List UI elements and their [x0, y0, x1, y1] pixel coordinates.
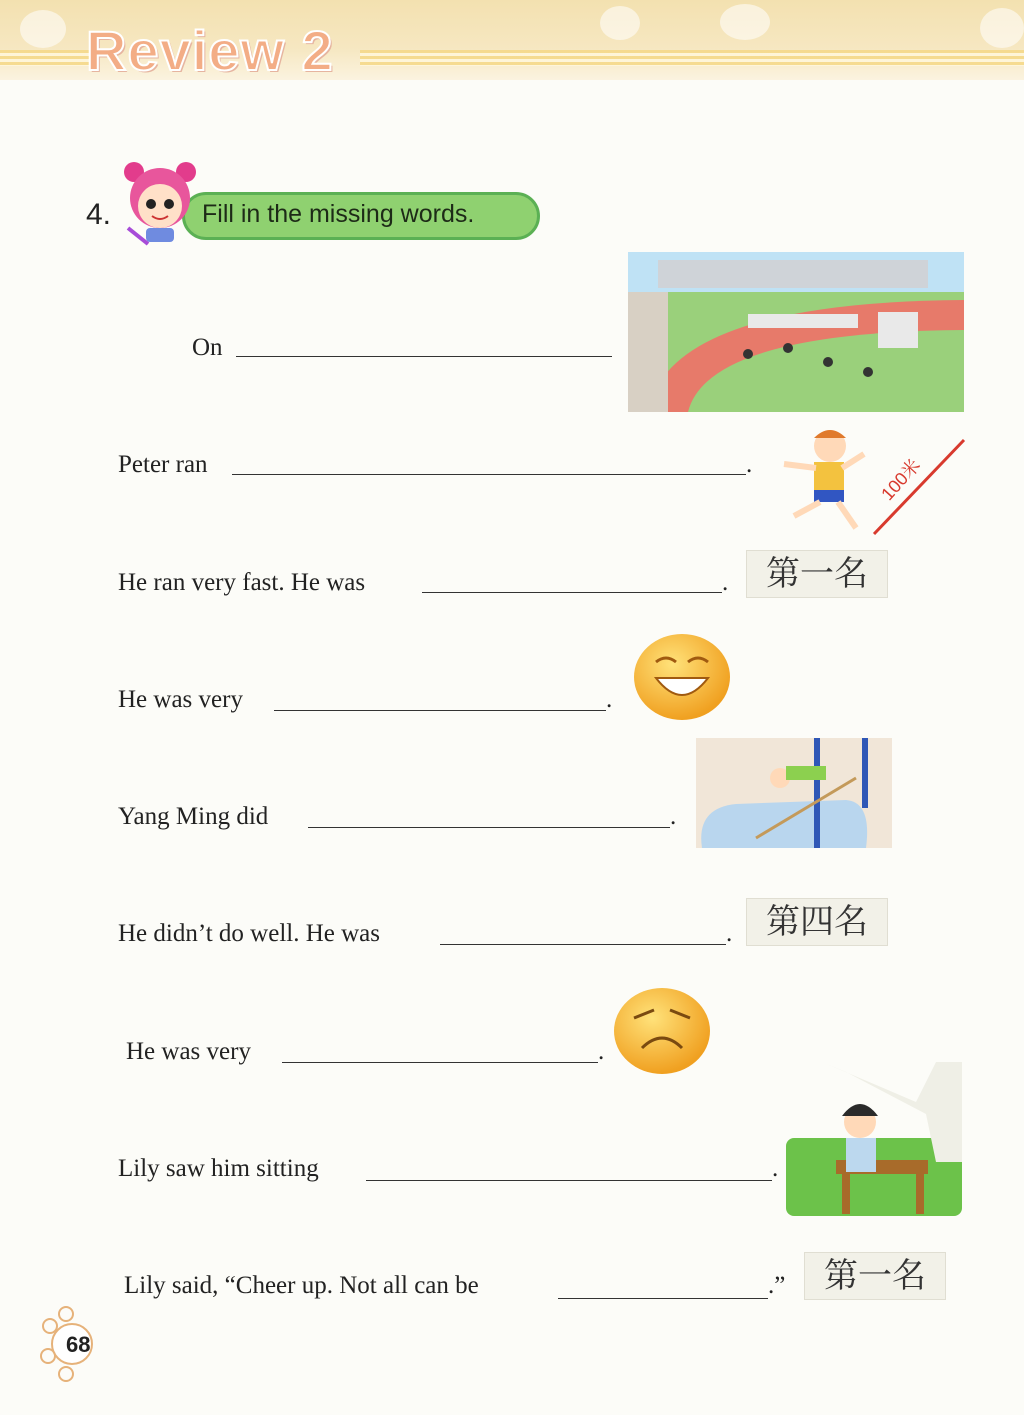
sad-face-icon	[612, 986, 712, 1076]
header-stripe	[0, 50, 90, 66]
answer-blank-4[interactable]	[274, 710, 606, 711]
sports-meet-stadium-icon	[628, 252, 964, 412]
sentence-6-text: He didn’t do well. He was	[118, 920, 380, 947]
paw-decoration	[600, 6, 640, 40]
sentence-3-end: .	[722, 569, 729, 596]
fourth-place-hint: 第四名	[746, 898, 888, 946]
sentence-1-text: On	[192, 334, 223, 361]
answer-blank-8[interactable]	[366, 1180, 772, 1181]
sentence-6-end: .	[726, 920, 733, 947]
mascot-girl-icon	[120, 158, 200, 258]
exercise-number: 4.	[86, 198, 112, 231]
first-place-hint-2: 第一名	[804, 1252, 946, 1300]
answer-blank-3[interactable]	[422, 592, 722, 593]
answer-blank-5[interactable]	[308, 827, 670, 828]
sentence-8-end: .	[772, 1155, 779, 1182]
sentence-5-end: .	[670, 803, 677, 830]
sentence-9-text: Lily said, “Cheer up. Not all can be	[124, 1272, 479, 1299]
sentence-3-text: He ran very fast. He was	[118, 569, 366, 596]
sentence-2-end: .	[746, 451, 753, 478]
answer-blank-9[interactable]	[558, 1298, 768, 1299]
sentence-9-end: .”	[768, 1272, 786, 1299]
paw-decoration	[720, 4, 770, 40]
running-boy-icon	[744, 424, 966, 536]
distance-label: 100米	[877, 455, 925, 505]
paw-decoration	[20, 10, 66, 48]
instruction-text: Fill in the missing words.	[202, 200, 475, 228]
sentence-4-end: .	[606, 686, 613, 713]
sentence-8-text: Lily saw him sitting	[118, 1155, 319, 1182]
page-title: Review 2	[86, 19, 334, 82]
high-jump-boy-icon	[696, 738, 892, 848]
sentence-2-text: Peter ran	[118, 451, 208, 478]
page-number: 68	[66, 1332, 91, 1357]
sentence-7-end: .	[598, 1038, 605, 1065]
paw-decoration	[980, 8, 1024, 48]
header-stripe	[360, 50, 1024, 66]
happy-face-icon	[632, 632, 732, 722]
first-place-hint: 第一名	[746, 550, 888, 598]
answer-blank-7[interactable]	[282, 1062, 598, 1063]
sentence-4-text: He was very	[118, 686, 243, 713]
answer-blank-2[interactable]	[232, 474, 746, 475]
boy-on-bench-icon	[786, 1062, 962, 1216]
answer-blank-1[interactable]	[236, 356, 612, 357]
answer-blank-6[interactable]	[440, 944, 726, 945]
sentence-7-text: He was very	[126, 1038, 251, 1065]
sentence-5-text: Yang Ming did	[118, 803, 269, 830]
